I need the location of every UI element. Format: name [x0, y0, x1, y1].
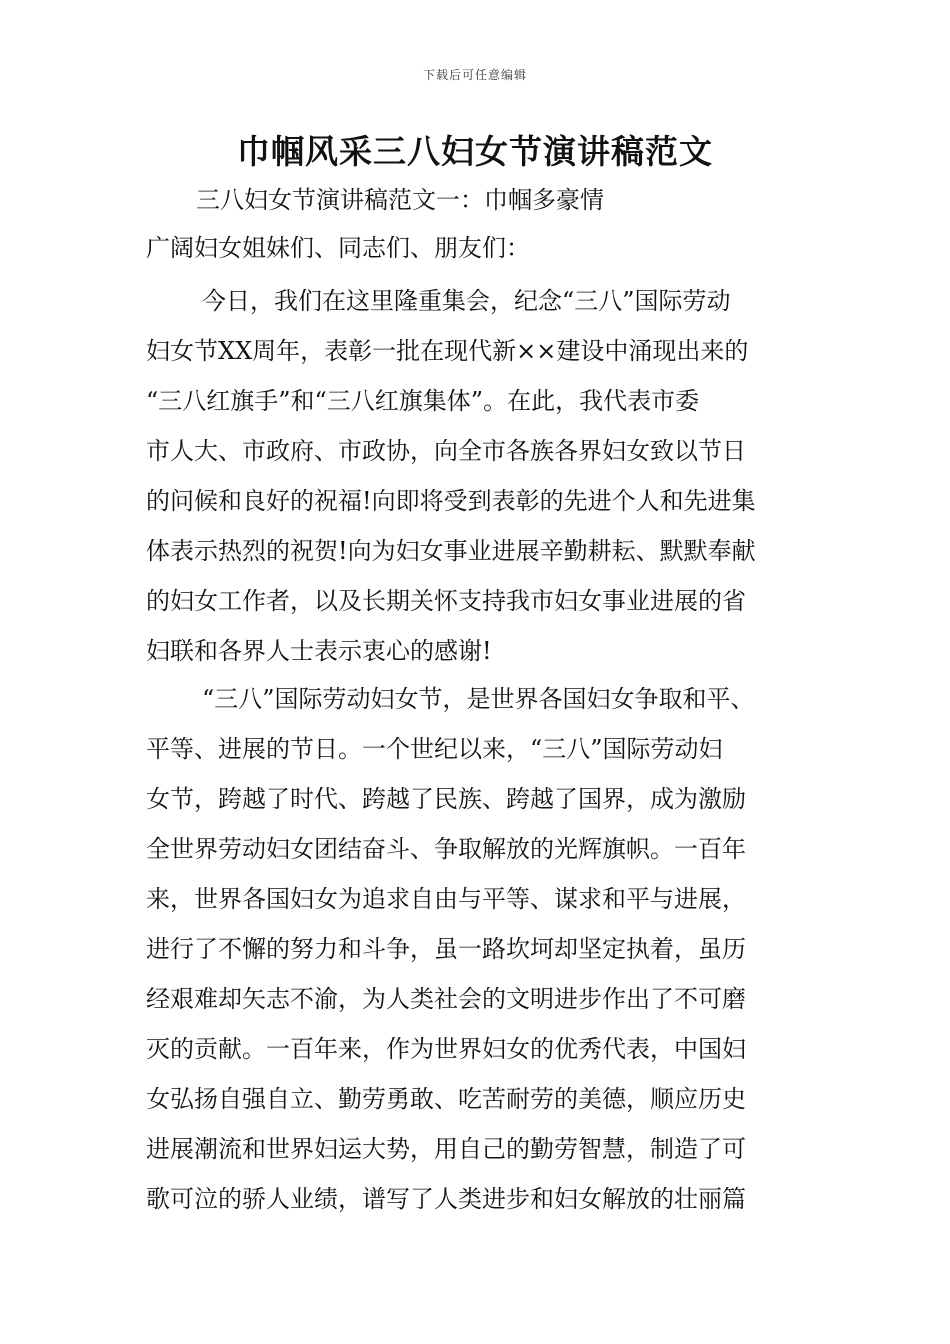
paragraph-line: 全世界劳动妇女团结奋斗、争取解放的光辉旗帜。一百年	[146, 835, 746, 863]
paragraph-line: 进行了不懈的努力和斗争，虽一路坎坷却坚定执着，虽历	[146, 935, 746, 963]
document-title: 巾帼风采三八妇女节演讲稿范文	[237, 132, 713, 171]
paragraph-line: 女弘扬自强自立、勤劳勇敢、吃苦耐劳的美德，顺应历史	[146, 1085, 746, 1113]
paragraph-2	[146, 674, 866, 1224]
paragraph-line: 市人大、市政府、市政协，向全市各族各界妇女致以节日	[146, 437, 746, 465]
paragraph-line: 进展潮流和世界妇运大势，用自己的勤劳智慧，制造了可	[146, 1135, 746, 1163]
paragraph-line: 妇女节XX周年，表彰一批在现代新××建设中涌现出来的	[146, 337, 749, 365]
page-header-note: 下载后可任意编辑	[422, 68, 527, 82]
paragraph-line: 体表示热烈的祝贺!向为妇女事业进展辛勤耕耘、默默奉献	[146, 537, 756, 565]
paragraph-line: 今日，我们在这里隆重集会，纪念“三八”国际劳动	[202, 287, 731, 315]
paragraph-line: 来，世界各国妇女为追求自由与平等、谋求和平与进展，	[146, 885, 746, 913]
document-subtitle: 三八妇女节演讲稿范文一：巾帼多豪情	[196, 186, 604, 214]
paragraph-line: 灭的贡献。一百年来，作为世界妇女的优秀代表，中国妇	[146, 1035, 746, 1063]
paragraph-line: “三八红旗手”和“三八红旗集体”。在此，我代表市委	[146, 387, 700, 415]
paragraph-line: 经艰难却矢志不渝，为人类社会的文明进步作出了不可磨	[146, 985, 746, 1013]
paragraph-line: 的妇女工作者，以及长期关怀支持我市妇女事业进展的省	[146, 587, 746, 615]
salutation: 广阔妇女姐妹们、同志们、朋友们：	[146, 234, 530, 262]
paragraph-line: 歌可泣的骄人业绩，谱写了人类进步和妇女解放的壮丽篇	[146, 1185, 746, 1213]
paragraph-line: 的问候和良好的祝福!向即将受到表彰的先进个人和先进集	[146, 487, 756, 515]
paragraph-1	[146, 276, 866, 676]
paragraph-line: 女节，跨越了时代、跨越了民族、跨越了国界，成为激励	[146, 785, 746, 813]
paragraph-line: 平等、进展的节日。一个世纪以来，“三八”国际劳动妇	[146, 735, 723, 763]
paragraph-line: “三八”国际劳动妇女节，是世界各国妇女争取和平、	[202, 685, 755, 713]
paragraph-line: 妇联和各界人士表示衷心的感谢!	[146, 637, 492, 665]
